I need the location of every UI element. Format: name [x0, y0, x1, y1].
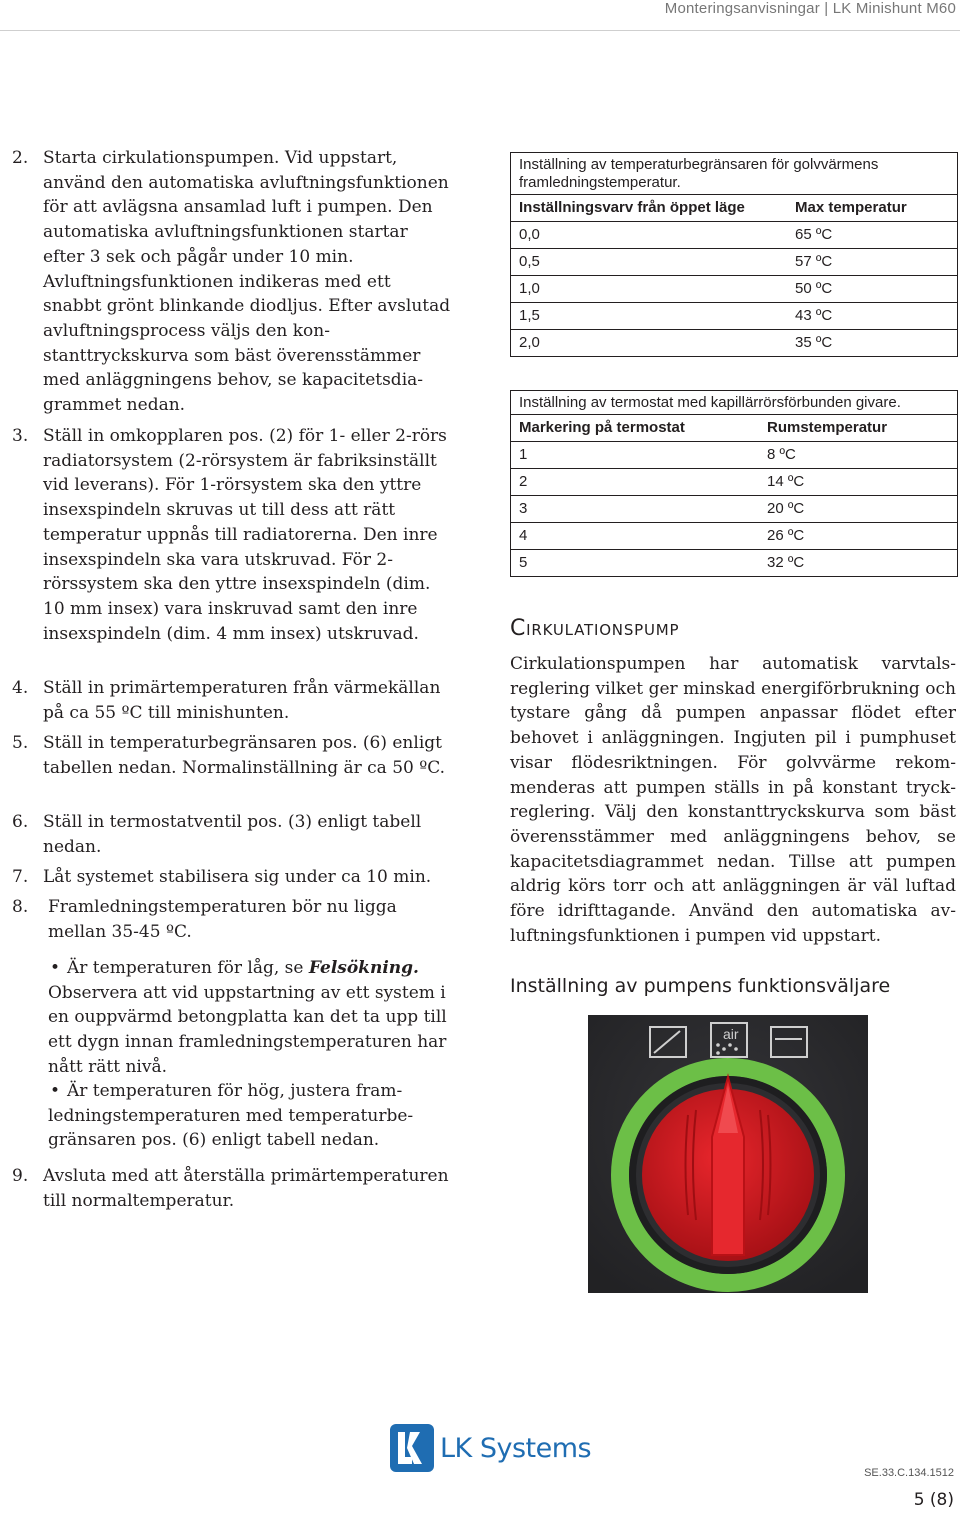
table-row — [511, 303, 957, 330]
table-row — [511, 550, 957, 576]
table-row — [511, 442, 957, 469]
step-number: 2. — [12, 148, 29, 168]
bullet-text-prefix: Är temperaturen för låg, se — [67, 958, 309, 978]
step-text: Avsluta med att återställa primärtemperaturen till normaltemperatur. — [43, 1166, 449, 1211]
table-header-cell: Max temperatur — [795, 199, 907, 216]
table-row — [511, 249, 957, 276]
table-cell: 5 — [519, 554, 528, 571]
table-cell: 2,0 — [519, 334, 540, 351]
table-cell: 8 ºC — [767, 446, 796, 463]
table-cell: 1,0 — [519, 280, 540, 297]
bullet-text-emphasis: Felsökning. — [308, 958, 419, 978]
step-text: Framledningstemperaturen bör nu ligga mellan 35-45 ºC. — [48, 897, 397, 942]
step-text: Ställ in temperaturbegränsaren pos. (6) enligt tabellen nedan. Normalinställning är ca 50 ºC. — [43, 733, 446, 778]
thermostat-table — [510, 390, 958, 577]
table-cell: 43 ºC — [795, 307, 833, 324]
table-header-cell: Markering på termostat — [519, 419, 685, 436]
table-header-row — [511, 415, 957, 442]
table-cell: 20 ºC — [767, 500, 805, 517]
step-text: Ställ in termostatventil pos. (3) enligt tabell nedan. — [43, 812, 422, 857]
air-label: air — [723, 1026, 739, 1042]
section-paragraph: Cirkulationspumpen har automatisk varvtalsreglering vilket ger minskad energiförbrukning och tystare gång då pumpen anpassar flödet efter behovet i anläggningen. Ingjuten pil i pumphuset visar flödesriktningen. För golvvärme rekommenderas att pumpen ställs in på konstant tryckreglering. Välj den konstanttryckskurva som bäst överensstämmer med anläggningens behov, se kapacitetsdiagrammet nedan. Tillse att pumpen aldrig körs torr och att anläggningen är väl luftad före idrifttagande. Använd den automatiska avluftningsfunktionen i pumpen vid uppstart. — [510, 654, 956, 946]
bullet-dot: • — [50, 1081, 61, 1101]
header-divider — [0, 30, 960, 31]
step-text: Starta cirkulationspumpen. Vid uppstart, använd den automatiska avluftningsfunktionen för att avlägsna ansamlad luft i pumpen. Den automatiska avluftningsfunktionen startar efter 3 sek och pågår under 10 min. Avluftningsfunktionen indikeras med ett snabbt grönt blinkande diodljus. Efter avslutad avluftningsprocess väljs den konstanttryckskurva som bäst överensstämmer med anläggningens behov, se kapacitetsdiagrammet nedan. — [43, 148, 451, 416]
table-caption: Inställning av temperaturbegränsaren för golvvärmens framledningstemperatur. — [511, 153, 957, 195]
table-row — [511, 469, 957, 496]
table-cell: 0,5 — [519, 253, 540, 270]
temperature-limiter-table — [510, 152, 958, 357]
header-title: Monteringsanvisningar | LK Minishunt M60 — [664, 0, 956, 17]
table-cell: 65 ºC — [795, 226, 833, 243]
table-row — [511, 523, 957, 550]
table-cell: 26 ºC — [767, 527, 805, 544]
step-5 — [12, 731, 452, 780]
table-cell: 4 — [519, 527, 528, 544]
bullet-text: Är temperaturen för hög, justera framledningstemperaturen med temperaturbegränsaren pos. (6) enligt tabell nedan. — [48, 1081, 414, 1151]
bullet-text — [48, 956, 458, 1080]
step-number: 7. — [12, 867, 29, 887]
step-6 — [12, 810, 452, 859]
table-cell: 1 — [519, 446, 528, 463]
table-row — [511, 496, 957, 523]
table-cell: 2 — [519, 473, 528, 490]
table-row — [511, 330, 957, 356]
table-cell: 32 ºC — [767, 554, 805, 571]
step-number: 3. — [12, 426, 29, 446]
lk-logo-mark-icon — [390, 1424, 434, 1472]
bullet-text-suffix: Observera att vid uppstartning av ett system i en ouppvärmd betongplatta kan det ta upp till ett dygn innan framledningstemperaturen har nått rätt nivå. — [48, 982, 447, 1077]
step-8 — [12, 895, 452, 944]
table-header-cell: Rumstemperatur — [767, 419, 888, 436]
step-number: 4. — [12, 678, 29, 698]
bullet-dot: • — [50, 958, 61, 978]
step-2 — [12, 146, 452, 418]
step-7 — [12, 865, 452, 890]
step-text: Ställ in omkopplaren pos. (2) för 1- eller 2-rörs radiatorsystem (2-rörsystem är fabriksinställt vid leverans). För 1-rörsystem ska den yttre insexspindeln skruvas ut till dess att rätt temperatur uppnås till radiatorerna. Den inre insexspindeln ska vara utskruvad. För 2-rörssystem ska den yttre insexspindeln (dim. 10 mm insex) vara inskruvad samt den inre insexspindeln (dim. 4 mm insex) utskruvad. — [43, 426, 447, 644]
figure-caption: Inställning av pumpens funktionsväljare — [510, 975, 891, 997]
step-text: Låt systemet stabilisera sig under ca 10 min. — [43, 867, 432, 887]
table-caption: Inställning av termostat med kapillärrörsförbunden givare. — [511, 391, 957, 415]
table-cell: 1,5 — [519, 307, 540, 324]
table-header-cell: Inställningsvarv från öppet läge — [519, 199, 745, 216]
step-9 — [12, 1164, 452, 1213]
table-cell: 3 — [519, 500, 528, 517]
step-number: 8. — [12, 897, 29, 917]
table-row — [511, 276, 957, 303]
logo-text: LK Systems — [440, 1432, 592, 1464]
step-3 — [12, 424, 452, 646]
table-cell: 57 ºC — [795, 253, 833, 270]
page-number: 5 (8) — [913, 1490, 954, 1510]
table-cell: 14 ºC — [767, 473, 805, 490]
table-cell: 35 ºC — [795, 334, 833, 351]
table-row — [511, 222, 957, 249]
document-code: SE.33.C.134.1512 — [864, 1467, 954, 1479]
step-number: 5. — [12, 733, 29, 753]
section-heading: Cirkulationspump — [510, 616, 680, 641]
bullet-item — [48, 956, 458, 1080]
pump-selector-figure — [588, 1015, 868, 1293]
table-header-row — [511, 195, 957, 222]
table-cell: 50 ºC — [795, 280, 833, 297]
step-text: Ställ in primärtemperaturen från värmekällan på ca 55 ºC till minishunten. — [43, 678, 441, 723]
bullet-item — [48, 1079, 458, 1153]
lk-systems-logo — [390, 1424, 591, 1472]
table-cell: 0,0 — [519, 226, 540, 243]
step-number: 6. — [12, 812, 29, 832]
step-4 — [12, 676, 452, 725]
step-number: 9. — [12, 1166, 29, 1186]
